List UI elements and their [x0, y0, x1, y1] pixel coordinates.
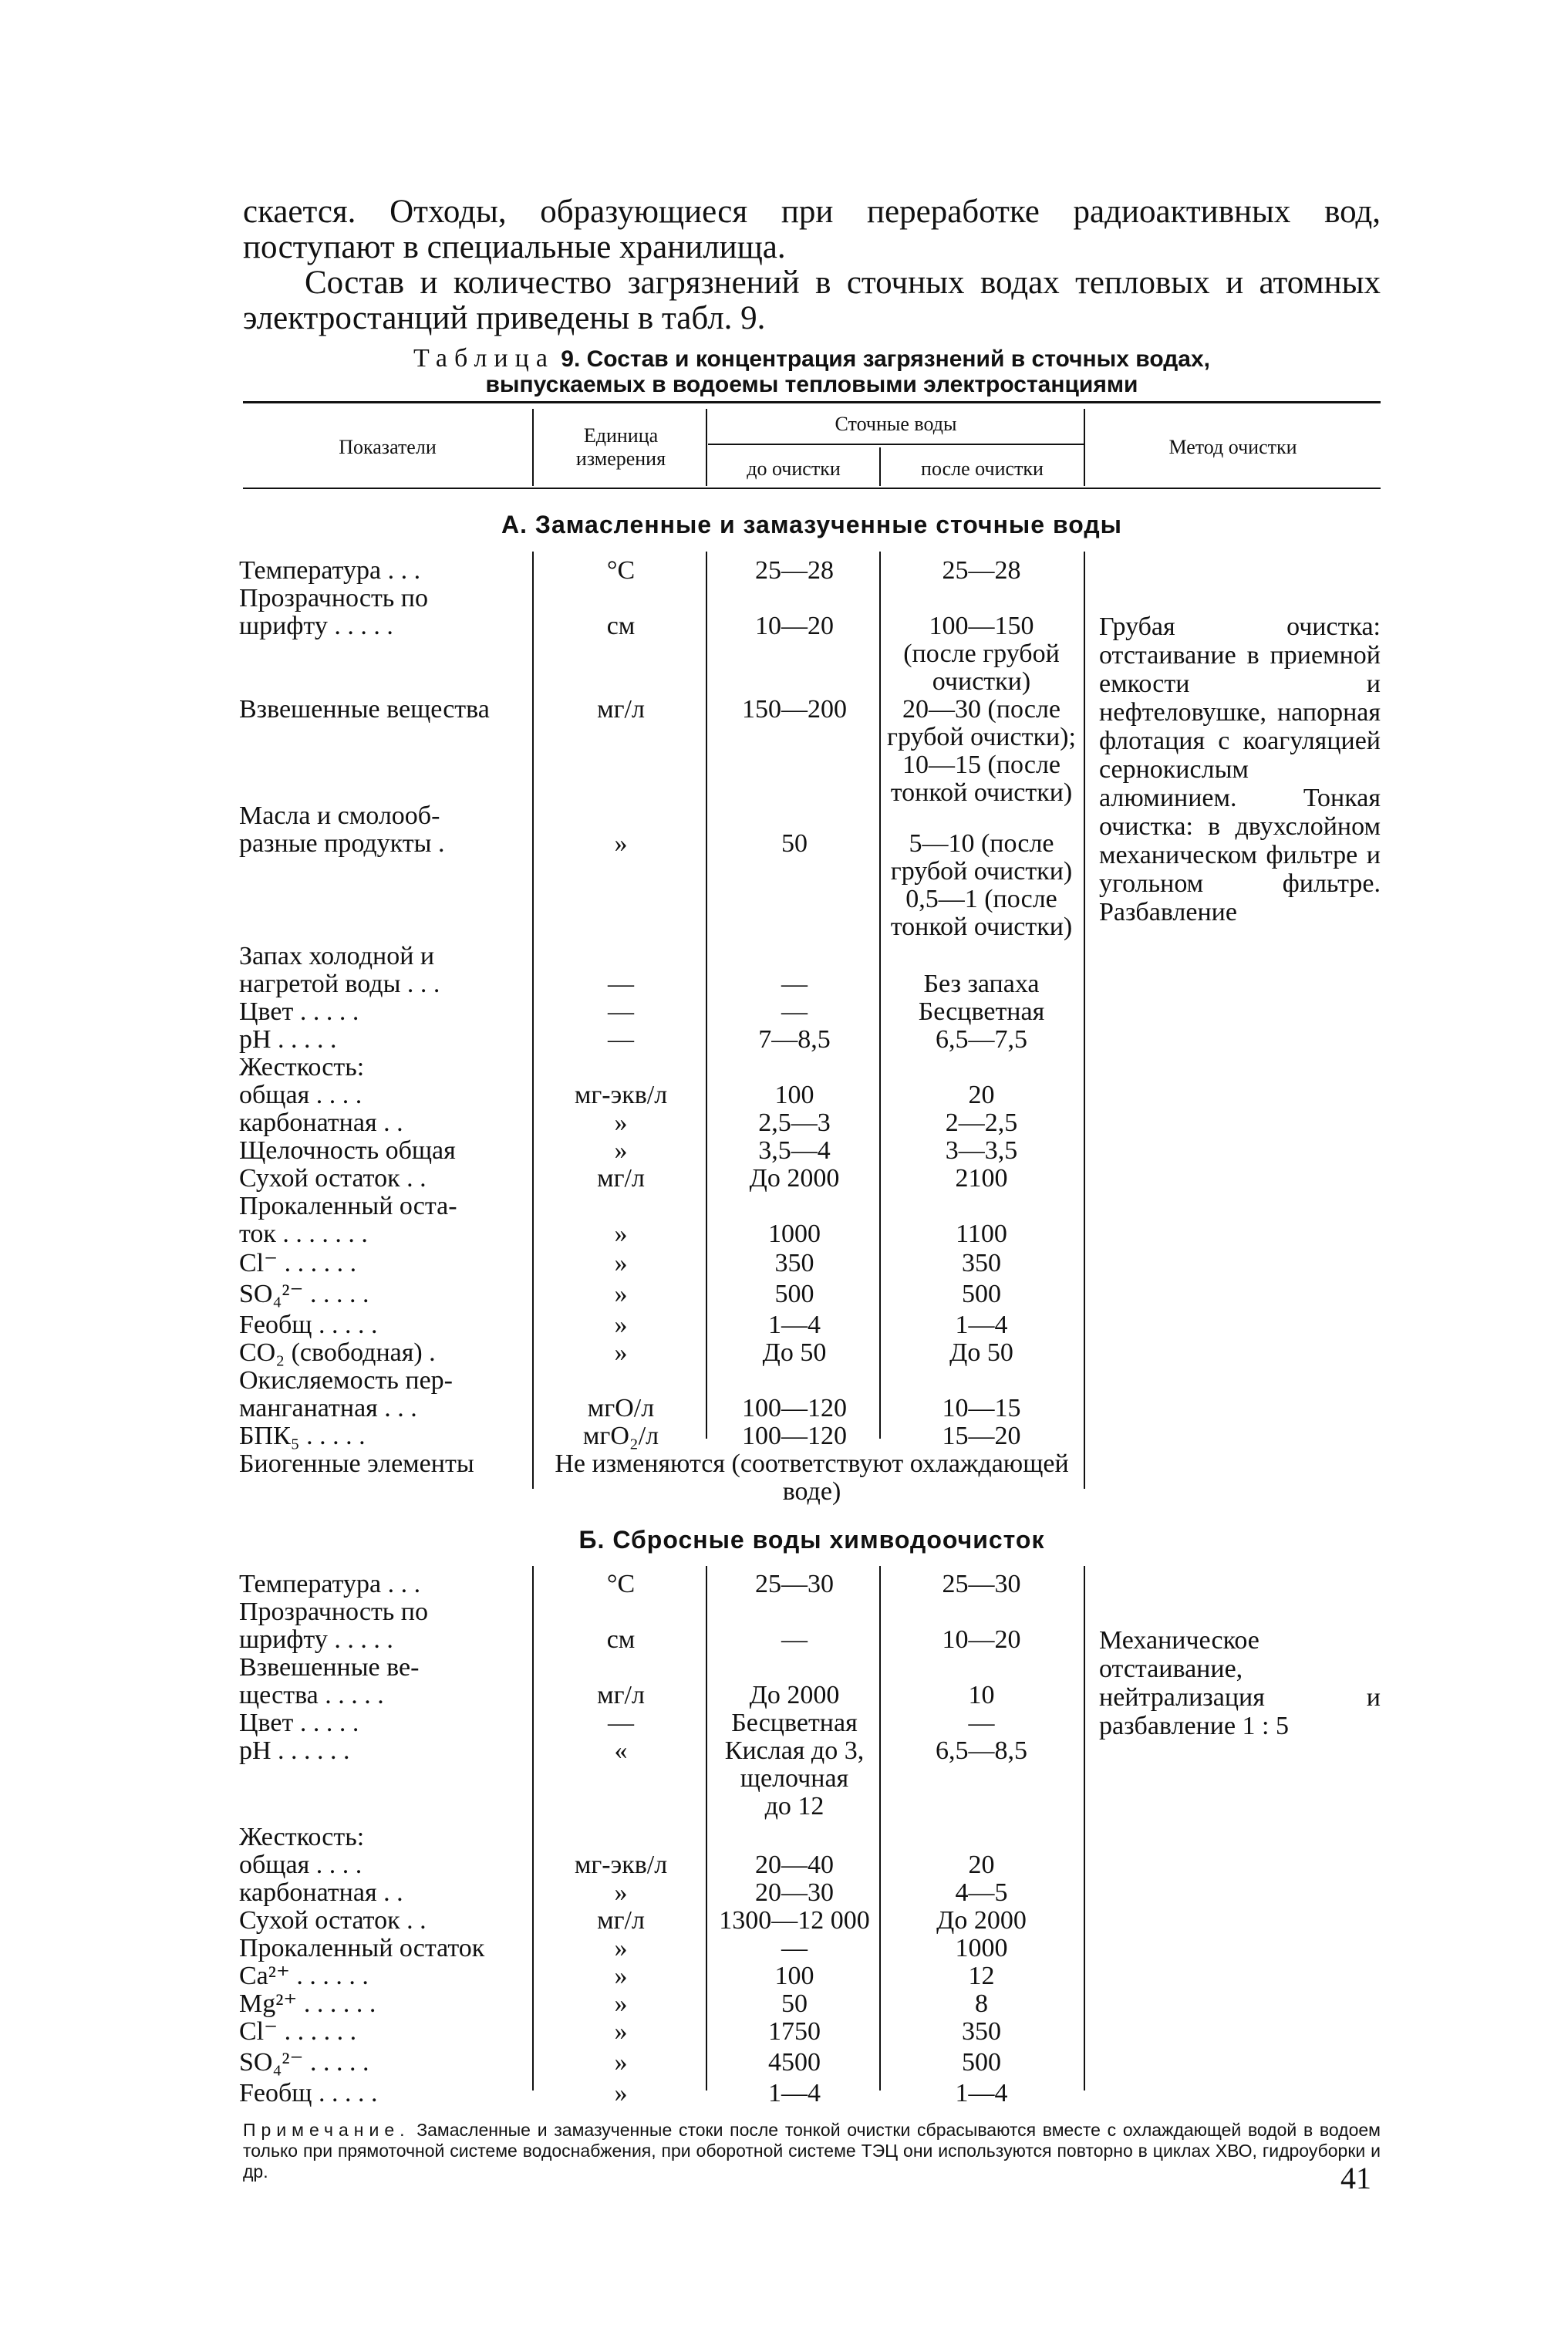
row-a7-after: 6,5—7,5	[936, 1025, 1027, 1054]
row-b1-after: 25—30	[942, 1570, 1021, 1598]
row-b1-unit: °С	[606, 1570, 636, 1598]
row-b12-after: 8	[975, 1989, 988, 2018]
row-a1-before: 25—28	[755, 556, 834, 585]
row-b4-before: Бесцветная	[731, 1709, 858, 1737]
row-a18-unit: мгО/л	[587, 1394, 655, 1422]
row-b7-name: общая . . . .	[239, 1851, 362, 1879]
table-top-rule	[243, 401, 1381, 403]
row-b3-unit: мг/л	[597, 1681, 645, 1709]
row-a13-name: Прокаленный оста- ток . . . . . . .	[239, 1192, 457, 1248]
row-b13-after: 350	[962, 2017, 1001, 2046]
row-a1-unit: °С	[606, 556, 636, 585]
row-b12-unit: »	[614, 1989, 628, 2018]
page-number: 41	[1340, 2161, 1371, 2195]
row-a18-name: Окисляемость пер- манганатная . . .	[239, 1366, 453, 1422]
row-a3-after: 20—30 (после грубой очистки); 10—15 (после тонкой очистки)	[887, 695, 1076, 807]
row-b1-before: 25—30	[755, 1570, 834, 1598]
row-a16-before: 1—4	[768, 1311, 821, 1339]
row-a4-before: 50	[781, 829, 808, 858]
row-a18-after: 10—15	[942, 1394, 1021, 1422]
row-a5-after: Без запаха	[923, 970, 1040, 998]
row-a19-name: БПК₅ . . . . .	[239, 1422, 366, 1450]
row-a20-name: Биогенные элементы	[239, 1449, 474, 1478]
row-b11-after: 12	[968, 1962, 995, 1990]
row-a1-name: Температура . . .	[239, 556, 421, 585]
row-a6-name: Цвет . . . . .	[239, 997, 359, 1026]
row-a13-before: 1000	[768, 1220, 821, 1248]
row-a19-unit: мгО₂/л	[582, 1422, 659, 1450]
row-b4-name: Цвет . . . . .	[239, 1709, 359, 1737]
row-a3-name: Взвешенные вещества	[239, 695, 490, 724]
table-caption-line2: выпускаемых в водоемы тепловыми электростанциями	[485, 372, 1138, 397]
row-b14-name: SO₄²⁻ . . . . .	[239, 2048, 369, 2077]
row-a15-before: 500	[774, 1280, 814, 1308]
header-before: до очистки	[747, 457, 841, 480]
row-a7-before: 7—8,5	[758, 1025, 831, 1054]
row-a6-before: —	[781, 997, 808, 1026]
row-a5-before: —	[781, 970, 808, 998]
row-a13-unit: »	[614, 1220, 628, 1248]
row-b9-unit: мг/л	[597, 1906, 645, 1935]
row-a9-name: общая . . . .	[239, 1081, 362, 1109]
row-b15-after: 1—4	[955, 2079, 1008, 2107]
row-a5-name: Запах холодной и нагретой воды . . .	[239, 942, 440, 998]
row-b1-name: Температура . . .	[239, 1570, 421, 1598]
row-a10-before: 2,5—3	[758, 1109, 831, 1137]
row-a18-before: 100—120	[742, 1394, 847, 1422]
row-a14-after: 350	[962, 1249, 1001, 1277]
row-b2-unit: см	[606, 1625, 636, 1654]
row-a11-before: 3,5—4	[758, 1136, 831, 1165]
row-a13-after: 1100	[956, 1220, 1007, 1248]
row-b3-after: 10	[968, 1681, 995, 1709]
row-a15-unit: »	[614, 1280, 628, 1308]
row-b7-after: 20	[968, 1851, 995, 1879]
row-a7-unit: —	[608, 1025, 634, 1054]
row-a5-unit: —	[608, 970, 634, 998]
row-b10-before: —	[781, 1934, 808, 1962]
table-note	[243, 2120, 1381, 2182]
section-a-method: Грубая очистка: отстаивание в приемной емкости и нефтеловушке, напорная флотация с коагуляцией сернокислым алюминием. Тонкая очистка: в двухслойном механическом фильтре и угольном фильтре. Разбавление	[1099, 612, 1381, 926]
row-b11-name: Ca²⁺ . . . . . .	[239, 1962, 369, 1990]
table-caption	[243, 346, 1381, 373]
row-b2-after: 10—20	[942, 1625, 1021, 1654]
section-b-method: Механическое отстаивание, нейтрализация и разбавление 1 : 5	[1099, 1626, 1381, 1740]
header-group-rule	[708, 444, 1084, 445]
row-a12-before: До 2000	[749, 1164, 840, 1193]
row-b7-unit: мг-экв/л	[574, 1851, 668, 1879]
row-b9-before: 1300—12 000	[719, 1906, 870, 1935]
row-a7-name: pH . . . . .	[239, 1025, 337, 1054]
row-a19-after: 15—20	[942, 1422, 1021, 1450]
row-a16-name: Feобщ . . . . .	[239, 1311, 378, 1339]
row-a15-after: 500	[962, 1280, 1001, 1308]
header-indicators: Показатели	[339, 436, 437, 458]
row-a9-after: 20	[968, 1081, 995, 1109]
row-a6-after: Бесцветная	[918, 997, 1045, 1026]
row-a19-before: 100—120	[742, 1422, 847, 1450]
row-a1-after: 25—28	[942, 556, 1021, 585]
row-a17-before: До 50	[762, 1338, 827, 1367]
row-a17-name: CO₂ (свободная) .	[239, 1338, 436, 1367]
row-a10-name: карбонатная . .	[239, 1109, 403, 1137]
row-b14-after: 500	[962, 2048, 1001, 2077]
row-a2-before: 10—20	[755, 612, 834, 640]
row-a10-after: 2—2,5	[945, 1109, 1018, 1137]
row-b6-name: Жесткость:	[239, 1823, 365, 1851]
row-a16-unit: »	[614, 1311, 628, 1339]
row-a16-after: 1—4	[955, 1311, 1008, 1339]
row-b11-unit: »	[614, 1962, 628, 1990]
row-a9-before: 100	[774, 1081, 814, 1109]
row-b8-name: карбонатная . .	[239, 1878, 403, 1907]
table-note-text: Замасленные и замазученные стоки после тонкой очистки сбрасываются вместе с охлаждающей водой в водоем только при прямоточной системе водоснабжения, при оборотной системе ТЭЦ они используются повторно в циклах ХВО, гидроуборки и др.	[243, 2120, 1381, 2182]
row-a3-unit: мг/л	[597, 695, 645, 724]
row-a6-unit: —	[608, 997, 634, 1026]
header-after: после очистки	[921, 457, 1044, 480]
row-b15-before: 1—4	[768, 2079, 821, 2107]
row-a4-name: Масла и смолооб- разные продукты .	[239, 801, 445, 858]
row-b10-unit: »	[614, 1934, 628, 1962]
row-b9-name: Сухой остаток . .	[239, 1906, 427, 1935]
header-bottom-rule	[243, 488, 1381, 489]
row-b3-before: До 2000	[749, 1681, 840, 1709]
row-a17-after: До 50	[949, 1338, 1013, 1367]
row-b8-before: 20—30	[755, 1878, 834, 1907]
row-a11-after: 3—3,5	[945, 1136, 1018, 1165]
row-a17-unit: »	[614, 1338, 628, 1367]
intro-paragraph-1: скается. Отходы, образующиеся при переработке радиоактивных вод, поступают в специальные хранилища.	[243, 194, 1381, 265]
header-wastewater: Сточные воды	[835, 413, 957, 435]
row-a3-before: 150—200	[742, 695, 847, 724]
header-method: Метод очистки	[1168, 436, 1297, 458]
row-b10-after: 1000	[955, 1934, 1008, 1962]
row-b10-name: Прокаленный остаток	[239, 1934, 485, 1962]
table-caption-word: Таблица	[413, 344, 555, 373]
row-b12-name: Mg²⁺ . . . . . .	[239, 1989, 376, 2018]
row-a11-unit: »	[614, 1136, 628, 1165]
row-b4-after: —	[968, 1709, 995, 1737]
row-b13-unit: »	[614, 2017, 628, 2046]
row-b3-name: Взвешенные ве- щества . . . . .	[239, 1653, 420, 1709]
row-a9-unit: мг-экв/л	[574, 1081, 668, 1109]
row-b7-before: 20—40	[755, 1851, 834, 1879]
intro-paragraph-2: Состав и количество загрязнений в сточных водах тепловых и атомных электростанций приведены в табл. 9.	[243, 265, 1381, 336]
row-b5-before: Кислая до 3, щелочная до 12	[724, 1736, 865, 1821]
row-a2-after: 100—150 (после грубой очистки)	[903, 612, 1060, 696]
row-b8-after: 4—5	[955, 1878, 1008, 1907]
row-a11-name: Щелочность общая	[239, 1136, 456, 1165]
row-b14-unit: »	[614, 2048, 628, 2077]
row-a12-name: Сухой остаток . .	[239, 1164, 427, 1193]
row-a4-after: 5—10 (после грубой очистки) 0,5—1 (после тонкой очистки)	[890, 829, 1073, 941]
section-a-title: А. Замасленные и замазученные сточные воды	[501, 511, 1122, 538]
row-b2-name: Прозрачность по шрифту . . . . .	[239, 1598, 429, 1654]
row-b13-before: 1750	[768, 2017, 821, 2046]
row-a12-unit: мг/л	[597, 1164, 645, 1193]
row-a14-before: 350	[774, 1249, 814, 1277]
row-b15-name: Feобщ . . . . .	[239, 2079, 378, 2107]
table-note-lead: Примечание.	[243, 2120, 410, 2140]
row-b8-unit: »	[614, 1878, 628, 1907]
row-a10-unit: »	[614, 1109, 628, 1137]
header-unit: Единица измерения	[575, 424, 666, 470]
table-caption-title: 9. Состав и концентрация загрязнений в сточных водах,	[561, 346, 1210, 372]
row-b5-unit: «	[614, 1736, 628, 1765]
section-b-title: Б. Сбросные воды химводоочисток	[578, 1526, 1045, 1554]
row-a20-value: Не изменяются (соответствуют охлаждающей воде)	[540, 1450, 1084, 1506]
row-b2-before: —	[781, 1625, 808, 1654]
row-a14-name: Cl⁻ . . . . . .	[239, 1249, 357, 1277]
row-b9-after: До 2000	[936, 1906, 1027, 1935]
row-a2-unit: см	[606, 612, 636, 640]
row-b13-name: Cl⁻ . . . . . .	[239, 2017, 357, 2046]
row-b12-before: 50	[781, 1989, 808, 2018]
row-b5-name: pH . . . . . .	[239, 1736, 350, 1765]
row-a14-unit: »	[614, 1249, 628, 1277]
row-a8-name: Жесткость:	[239, 1053, 365, 1082]
row-a4-unit: »	[614, 829, 628, 858]
row-b14-before: 4500	[768, 2048, 821, 2077]
row-a2-name: Прозрачность по шрифту . . . . .	[239, 584, 429, 640]
row-a12-after: 2100	[955, 1164, 1008, 1193]
row-b5-after: 6,5—8,5	[936, 1736, 1027, 1765]
row-a15-name: SO₄²⁻ . . . . .	[239, 1280, 369, 1308]
row-b4-unit: —	[608, 1709, 634, 1737]
row-b15-unit: »	[614, 2079, 628, 2107]
row-b11-before: 100	[774, 1962, 814, 1990]
